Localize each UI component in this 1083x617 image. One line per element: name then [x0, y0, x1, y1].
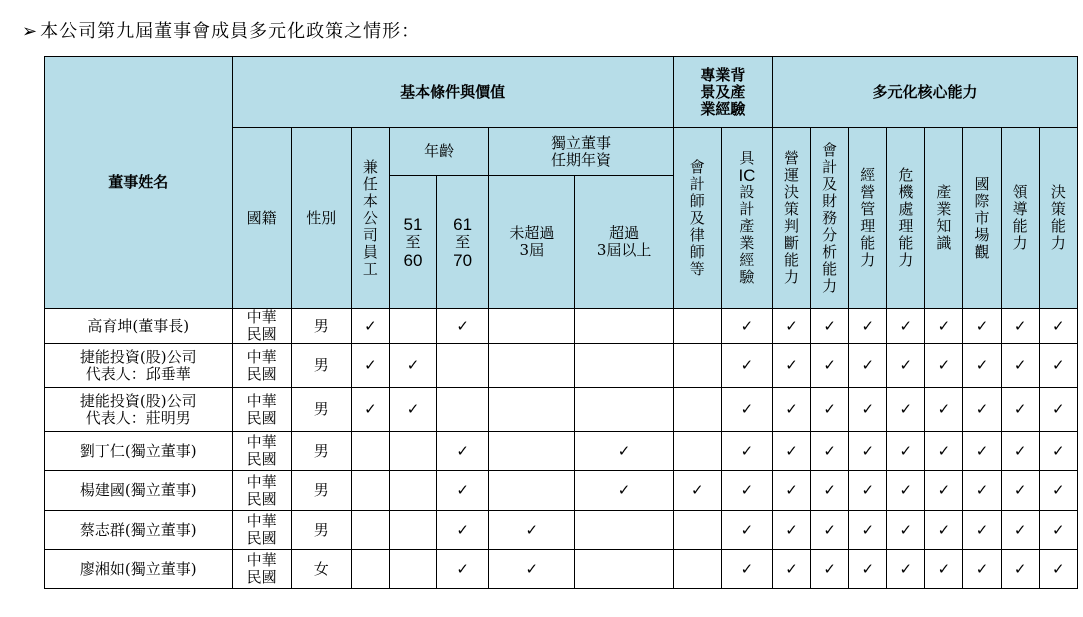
- checkmark-icon: ✓: [925, 432, 963, 471]
- gender-cell: 女: [291, 550, 351, 589]
- checkmark-icon: ✓: [389, 344, 436, 388]
- checkmark-icon: ✓: [773, 432, 811, 471]
- checkmark-icon: ✓: [437, 511, 489, 550]
- checkmark-icon: ✓: [575, 471, 673, 511]
- table.sub.caps.4-char: 識: [936, 234, 952, 252]
- checkmark-icon: ✓: [925, 388, 963, 432]
- checkmark-icon: ✓: [437, 550, 489, 589]
- table.sub.employee-char: 兼: [362, 157, 378, 176]
- table.sub.caps.1-char: 析: [822, 242, 838, 261]
- column-header-age: 年齡: [389, 128, 488, 176]
- checkmark-icon: ✓: [1039, 471, 1077, 511]
- table.sub.caps.2-char: 理: [860, 217, 876, 235]
- gender-cell: 男: [291, 432, 351, 471]
- table-row: [45, 344, 1078, 388]
- table.sub.caps.1-char: 計: [822, 157, 838, 176]
- column-header-operations: [773, 128, 811, 309]
- director-name-line: 捷能投資(股)公司: [79, 391, 197, 410]
- checkmark-icon: ✓: [925, 471, 963, 511]
- checkmark-icon: ✓: [849, 550, 887, 589]
- nationality-cell: [232, 471, 291, 511]
- table.groups.pro-char: 業經驗: [700, 99, 746, 118]
- column-header-decision: [1039, 128, 1077, 309]
- table.sub.caps.2-char: 力: [860, 251, 876, 269]
- table.sub.caps.6-char: 領: [1012, 183, 1028, 201]
- checkmark-icon: ✓: [887, 511, 925, 550]
- director-name-line: 高育坤(董事長): [87, 316, 190, 335]
- table.sub.caps.7-char: 策: [1050, 200, 1066, 218]
- table-row: [45, 511, 1078, 550]
- nationality-line: 民國: [246, 489, 277, 508]
- checkmark-icon: ✓: [887, 309, 925, 344]
- director-name-line: 代表人：邱垂華: [85, 364, 191, 383]
- checkmark-icon: ✓: [1039, 511, 1077, 550]
- checkmark-icon: ✓: [887, 550, 925, 589]
- nationality-cell: [232, 309, 291, 344]
- checkmark-icon: ✓: [811, 471, 849, 511]
- checkmark-icon: ✓: [575, 432, 673, 471]
- checkmark-icon: ✓: [1001, 511, 1039, 550]
- nationality-line: 民國: [246, 529, 277, 547]
- checkmark-icon: ✓: [811, 344, 849, 388]
- checkmark-icon: ✓: [773, 309, 811, 344]
- table.sub.caps.1-char: 能: [822, 259, 838, 278]
- table.sub.tenure-char: 任期年資: [550, 150, 611, 169]
- checkmark-icon: ✓: [849, 309, 887, 344]
- table.sub.caps.1-char: 力: [822, 276, 838, 295]
- table.sub.caps.5-char: 場: [974, 225, 990, 244]
- table.sub.accountant-char: 計: [689, 174, 705, 193]
- checkmark-icon: ✓: [1039, 309, 1077, 344]
- table.sub.caps.0-char: 力: [784, 268, 800, 286]
- checkmark-icon: ✓: [811, 309, 849, 344]
- checkmark-icon: ✓: [1001, 550, 1039, 589]
- empty-cell: [437, 388, 489, 432]
- table.sub.caps.6-char: 導: [1012, 200, 1028, 218]
- table.groups.pro-char: 景及產: [700, 82, 746, 101]
- checkmark-icon: ✓: [721, 344, 772, 388]
- checkmark-icon: ✓: [925, 550, 963, 589]
- table.sub.caps.7-char: 決: [1050, 183, 1066, 201]
- nationality-line: 民國: [246, 450, 277, 468]
- table.sub.caps.0-char: 營: [784, 149, 800, 167]
- checkmark-icon: ✓: [887, 388, 925, 432]
- header-row-1: [45, 57, 1078, 128]
- table.sub.accountant-char: 師: [689, 242, 705, 261]
- checkmark-icon: ✓: [773, 388, 811, 432]
- director-name-cell: [45, 550, 233, 589]
- table.sub.accountant-char: 等: [689, 259, 705, 278]
- checkmark-icon: ✓: [925, 344, 963, 388]
- checkmark-icon: ✓: [811, 388, 849, 432]
- table.sub.caps.6-char: 力: [1012, 234, 1028, 252]
- arrow-bullet-icon: ➢: [22, 21, 39, 42]
- checkmark-icon: ✓: [925, 511, 963, 550]
- checkmark-icon: ✓: [773, 511, 811, 550]
- table.sub.caps.1-char: 會: [822, 140, 838, 159]
- director-name-cell: [45, 309, 233, 344]
- table.sub.caps.3-char: 能: [898, 234, 914, 252]
- table.sub.caps.0-char: 運: [784, 166, 800, 184]
- director-name-cell: [45, 388, 233, 432]
- director-name-line: 捷能投資(股)公司: [79, 347, 197, 366]
- checkmark-icon: ✓: [963, 471, 1001, 511]
- column-header-tenure-under-3: 未超過 3屆: [489, 176, 575, 309]
- empty-cell: [351, 511, 389, 550]
- table.sub.caps.0-char: 斷: [784, 234, 800, 252]
- table.sub.accountant-char: 會: [689, 157, 705, 176]
- checkmark-icon: ✓: [1039, 550, 1077, 589]
- checkmark-icon: ✓: [811, 432, 849, 471]
- table-row: [45, 309, 1078, 344]
- table.sub.caps.4-char: 產: [936, 183, 952, 201]
- gender-cell: 男: [291, 471, 351, 511]
- empty-cell: [575, 388, 673, 432]
- checkmark-icon: ✓: [437, 309, 489, 344]
- column-header-industry: [925, 128, 963, 309]
- checkmark-icon: ✓: [963, 432, 1001, 471]
- director-name-line: 楊建國(獨立董事): [79, 481, 197, 499]
- table.sub.employee-char: 任: [362, 174, 378, 193]
- nationality-line: 民國: [246, 568, 277, 586]
- checkmark-icon: ✓: [887, 471, 925, 511]
- gender-cell: 男: [291, 344, 351, 388]
- checkmark-icon: ✓: [963, 309, 1001, 344]
- checkmark-icon: ✓: [721, 511, 772, 550]
- table-row: [45, 432, 1078, 471]
- nationality-line: 中華: [246, 472, 277, 491]
- column-header-international: [963, 128, 1001, 309]
- empty-cell: [575, 550, 673, 589]
- empty-cell: [673, 511, 721, 550]
- table.sub.caps.5-char: 際: [974, 191, 990, 210]
- checkmark-icon: ✓: [811, 511, 849, 550]
- empty-cell: [673, 432, 721, 471]
- column-header-nationality: 國籍: [232, 128, 291, 309]
- checkmark-icon: ✓: [1039, 432, 1077, 471]
- empty-cell: [489, 471, 575, 511]
- checkmark-icon: ✓: [489, 550, 575, 589]
- checkmark-icon: ✓: [351, 309, 389, 344]
- empty-cell: [575, 511, 673, 550]
- column-header-age-51-60: 51 至 60: [389, 176, 436, 309]
- column-header-director-name: 董事姓名: [45, 57, 233, 309]
- table.sub.caps.0-char: 判: [784, 217, 800, 235]
- gender-cell: 男: [291, 388, 351, 432]
- table.sub.caps.0-char: 策: [784, 200, 800, 218]
- empty-cell: [351, 550, 389, 589]
- nationality-line: 民國: [246, 364, 277, 383]
- group-header-professional: [673, 57, 772, 128]
- table.sub.caps.3-char: 力: [898, 251, 914, 269]
- table.sub.accountant-char: 師: [689, 191, 705, 210]
- checkmark-icon: ✓: [963, 511, 1001, 550]
- ic-header-latin: IC: [738, 166, 756, 185]
- heading-text: 本公司第九屆董事會成員多元化政策之情形：: [40, 21, 421, 42]
- empty-cell: [673, 388, 721, 432]
- checkmark-icon: ✓: [721, 550, 772, 589]
- empty-cell: [673, 309, 721, 344]
- nationality-cell: [232, 344, 291, 388]
- checkmark-icon: ✓: [351, 388, 389, 432]
- nationality-line: 中華: [246, 433, 277, 451]
- checkmark-icon: ✓: [963, 344, 1001, 388]
- nationality-line: 中華: [246, 347, 277, 366]
- checkmark-icon: ✓: [437, 432, 489, 471]
- checkmark-icon: ✓: [389, 388, 436, 432]
- checkmark-icon: ✓: [721, 388, 772, 432]
- checkmark-icon: ✓: [351, 344, 389, 388]
- checkmark-icon: ✓: [673, 471, 721, 511]
- empty-cell: [389, 309, 436, 344]
- column-header-ic-design: [721, 128, 772, 309]
- table.groups.pro-char: 專業背: [700, 65, 746, 84]
- empty-cell: [673, 344, 721, 388]
- checkmark-icon: ✓: [721, 432, 772, 471]
- checkmark-icon: ✓: [721, 471, 772, 511]
- empty-cell: [389, 432, 436, 471]
- table.sub.caps.3-char: 理: [898, 217, 914, 235]
- checkmark-icon: ✓: [773, 344, 811, 388]
- column-header-leadership: [1001, 128, 1039, 309]
- nationality-line: 民國: [246, 325, 277, 343]
- nationality-line: 中華: [246, 551, 277, 569]
- checkmark-icon: ✓: [849, 432, 887, 471]
- checkmark-icon: ✓: [887, 432, 925, 471]
- checkmark-icon: ✓: [437, 471, 489, 511]
- table.sub.caps.5-char: 觀: [974, 242, 990, 261]
- column-header-age-61-70: 61 至 70: [437, 176, 489, 309]
- table.sub.caps.5-char: 國: [974, 174, 990, 193]
- table.sub.employee-char: 公: [362, 208, 378, 227]
- empty-cell: [575, 309, 673, 344]
- group-header-core-abilities: 多元化核心能力: [773, 57, 1078, 128]
- checkmark-icon: ✓: [1001, 388, 1039, 432]
- nationality-cell: [232, 432, 291, 471]
- checkmark-icon: ✓: [963, 388, 1001, 432]
- checkmark-icon: ✓: [849, 511, 887, 550]
- checkmark-icon: ✓: [721, 309, 772, 344]
- empty-cell: [389, 471, 436, 511]
- checkmark-icon: ✓: [849, 471, 887, 511]
- checkmark-icon: ✓: [849, 344, 887, 388]
- checkmark-icon: ✓: [1039, 388, 1077, 432]
- table-row: [45, 471, 1078, 511]
- checkmark-icon: ✓: [773, 471, 811, 511]
- ic-header-char: 具: [739, 149, 755, 167]
- column-header-management: [849, 128, 887, 309]
- empty-cell: [389, 511, 436, 550]
- table.sub.accountant-char: 律: [689, 225, 705, 244]
- table-row: [45, 550, 1078, 589]
- director-name-cell: [45, 471, 233, 511]
- table.sub.ic.rest-char: 計: [739, 200, 755, 218]
- director-name-line: 代表人：莊明男: [85, 408, 191, 427]
- nationality-cell: [232, 388, 291, 432]
- empty-cell: [437, 344, 489, 388]
- table.sub.caps.7-char: 能: [1050, 217, 1066, 235]
- table.sub.caps.7-char: 力: [1050, 234, 1066, 252]
- column-header-gender: 性別: [291, 128, 351, 309]
- table.sub.caps.1-char: 及: [822, 174, 838, 193]
- table.sub.caps.3-char: 危: [898, 166, 914, 184]
- table.sub.employee-char: 員: [362, 242, 378, 261]
- table.sub.caps.5-char: 市: [974, 208, 990, 227]
- checkmark-icon: ✓: [773, 550, 811, 589]
- checkmark-icon: ✓: [849, 388, 887, 432]
- table.sub.employee-char: 工: [362, 259, 378, 278]
- group-header-basic: 基本條件與價值: [232, 57, 673, 128]
- nationality-cell: [232, 511, 291, 550]
- empty-cell: [351, 432, 389, 471]
- table-row: [45, 388, 1078, 432]
- checkmark-icon: ✓: [1001, 309, 1039, 344]
- checkmark-icon: ✓: [1039, 344, 1077, 388]
- checkmark-icon: ✓: [1001, 432, 1039, 471]
- nationality-line: 中華: [246, 308, 277, 326]
- empty-cell: [389, 550, 436, 589]
- nationality-line: 中華: [246, 512, 277, 530]
- director-name-cell: [45, 432, 233, 471]
- table.sub.caps.4-char: 知: [936, 217, 952, 235]
- empty-cell: [489, 344, 575, 388]
- table.sub.caps.1-char: 財: [822, 191, 838, 210]
- nationality-line: 中華: [246, 391, 277, 410]
- checkmark-icon: ✓: [811, 550, 849, 589]
- checkmark-icon: ✓: [963, 550, 1001, 589]
- director-name-cell: [45, 344, 233, 388]
- table.sub.ic.rest-char: 產: [739, 217, 755, 235]
- table.sub.caps.3-char: 處: [898, 200, 914, 218]
- table.sub.caps.0-char: 決: [784, 183, 800, 201]
- checkmark-icon: ✓: [1001, 344, 1039, 388]
- column-header-crisis: [887, 128, 925, 309]
- checkmark-icon: ✓: [1001, 471, 1039, 511]
- table.sub.employee-char: 司: [362, 225, 378, 244]
- empty-cell: [489, 309, 575, 344]
- column-header-finance: [811, 128, 849, 309]
- table.sub.ic.rest-char: 經: [739, 251, 755, 269]
- gender-cell: 男: [291, 511, 351, 550]
- column-header-accountant: [673, 128, 721, 309]
- table.sub.ic.rest-char: 設: [739, 183, 755, 201]
- table.sub.caps.6-char: 能: [1012, 217, 1028, 235]
- director-name-line: 劉丁仁(獨立董事): [79, 441, 197, 460]
- checkmark-icon: ✓: [489, 511, 575, 550]
- empty-cell: [489, 432, 575, 471]
- column-header-employee: [351, 128, 389, 309]
- director-name-line: 廖湘如(獨立董事): [79, 559, 197, 578]
- table.sub.ic.rest-char: 驗: [739, 268, 755, 286]
- table.sub.caps.1-char: 務: [822, 208, 838, 227]
- table.sub.ic.rest-char: 業: [739, 234, 755, 252]
- empty-cell: [673, 550, 721, 589]
- checkmark-icon: ✓: [887, 344, 925, 388]
- empty-cell: [575, 344, 673, 388]
- table.sub.employee-char: 本: [362, 191, 378, 210]
- table.sub.caps.2-char: 經: [860, 166, 876, 184]
- table.sub.caps.3-char: 機: [898, 183, 914, 201]
- table-body: [45, 309, 1078, 589]
- column-header-tenure-over-3: 超過 3屆以上: [575, 176, 673, 309]
- director-name-line: 蔡志群(獨立董事): [79, 520, 197, 539]
- empty-cell: [351, 471, 389, 511]
- nationality-line: 民國: [246, 408, 277, 427]
- empty-cell: [489, 388, 575, 432]
- table.sub.caps.1-char: 分: [822, 225, 838, 244]
- table.sub.caps.2-char: 營: [860, 183, 876, 201]
- gender-cell: 男: [291, 309, 351, 344]
- table.sub.caps.2-char: 管: [860, 200, 876, 218]
- checkmark-icon: ✓: [925, 309, 963, 344]
- page-heading: [22, 20, 420, 44]
- table.sub.caps.4-char: 業: [936, 200, 952, 218]
- table.sub.caps.0-char: 能: [784, 251, 800, 269]
- table.sub.tenure-char: 獨立董事: [550, 133, 611, 152]
- table.sub.caps.2-char: 能: [860, 234, 876, 252]
- director-name-cell: [45, 511, 233, 550]
- board-diversity-table: [44, 56, 1078, 589]
- column-header-tenure: [489, 128, 674, 176]
- nationality-cell: [232, 550, 291, 589]
- table.sub.accountant-char: 及: [689, 208, 705, 227]
